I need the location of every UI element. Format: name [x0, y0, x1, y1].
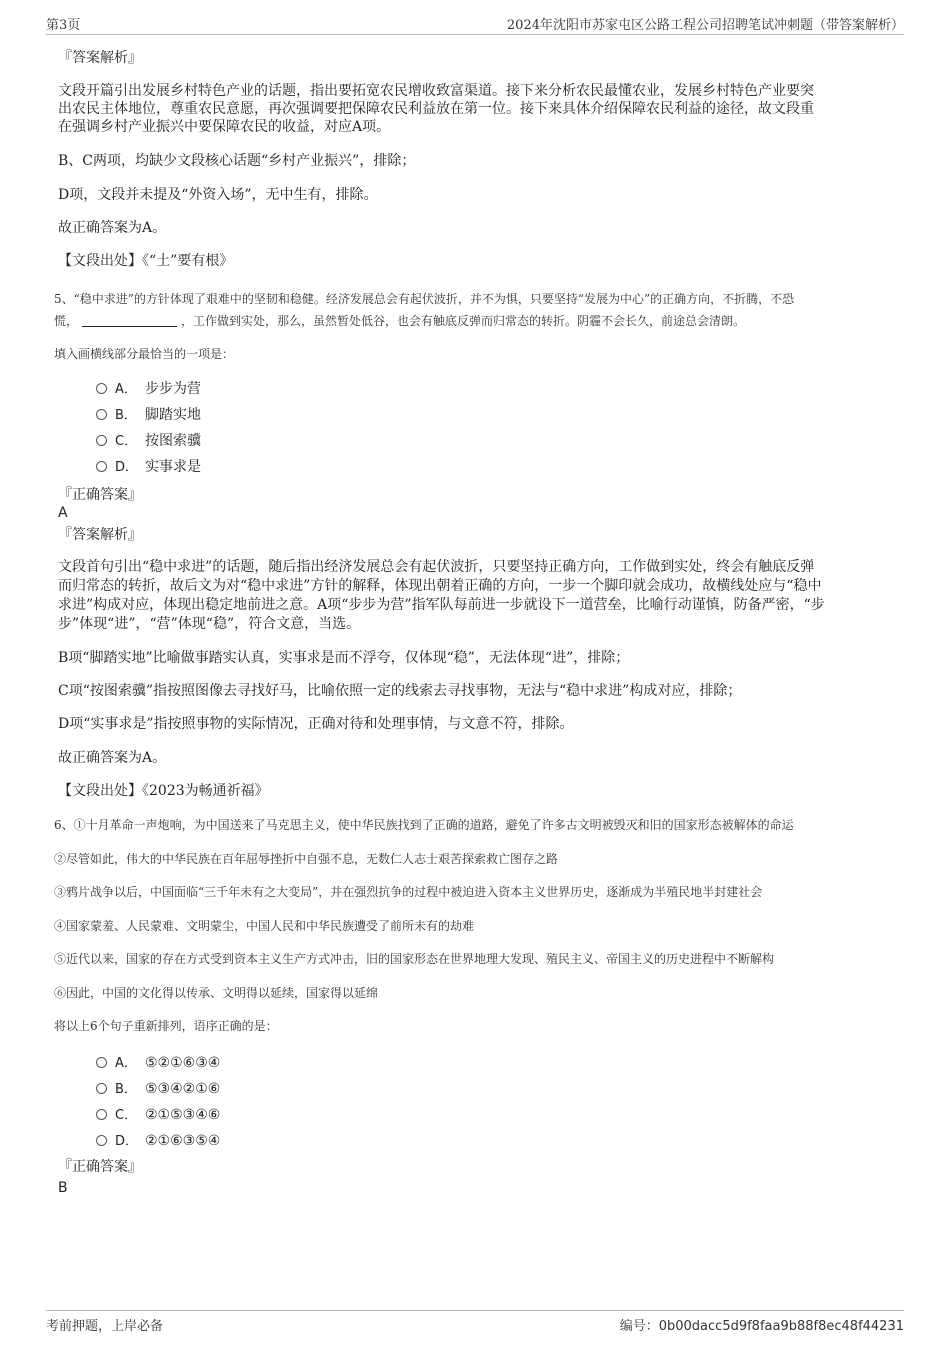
analysis-line: 而归常态的转折，故后文为对“稳中求进”方针的解释，体现出朝着正确的方向，一步一个脚印就会成功，故横线处应与“稳中: [58, 578, 822, 594]
radio-icon[interactable]: [96, 1057, 107, 1068]
radio-icon[interactable]: [96, 409, 107, 420]
correct-answer: A: [58, 505, 68, 521]
option-text: ②①⑤③④⑥: [145, 1107, 221, 1123]
analysis-line: 文段开篇引出发展乡村特色产业的话题，指出要拓宽农民增收致富渠道。接下来分析农民最懂农业，发展乡村特色产业要突: [58, 83, 814, 99]
answer-label: 『正确答案』: [58, 1159, 142, 1175]
option-text: 脚踏实地: [145, 407, 201, 423]
analysis-line: B项“脚踏实地”比喻做事踏实认真，实事求是而不浮夸，仅体现“稳”，无法体现“进”，排除；: [58, 650, 630, 666]
option-b[interactable]: [96, 406, 201, 425]
radio-icon[interactable]: [96, 383, 107, 394]
option-text: 实事求是: [145, 459, 201, 475]
option-text: ⑤③④②①⑥: [145, 1081, 221, 1097]
option-a[interactable]: [96, 1054, 220, 1073]
option-d[interactable]: [96, 458, 201, 477]
analysis-label: 『答案解析』: [58, 527, 142, 543]
analysis-label: 『答案解析』: [58, 50, 142, 66]
analysis-line: 步”体现“进”，“营”体现“稳”，符合文意，当选。: [58, 616, 361, 632]
footer-slogan: 考前押题，上岸必备: [46, 1319, 164, 1334]
option-key: A．: [115, 1056, 137, 1071]
source-citation: 【文段出处】《2023为畅通祈福》: [58, 783, 269, 799]
sentence: ⑥因此，中国的文化得以传承、文明得以延续，国家得以延绵: [54, 986, 379, 1000]
question-stem-line2: [54, 310, 894, 332]
analysis-line: 故正确答案为A。: [58, 750, 167, 766]
option-key: B．: [115, 408, 137, 423]
option-text: 按图索骥: [145, 433, 201, 449]
option-text: ②①⑥③⑤④: [145, 1133, 221, 1149]
sentence: ④国家蒙羞、人民蒙难、文明蒙尘，中国人民和中华民族遭受了前所未有的劫难: [54, 919, 475, 933]
sentence: ③鸦片战争以后，中国面临“三千年未有之大变局”，并在强烈抗争的过程中被迫进入资本主义世界历史，逐渐成为半殖民地半封建社会: [54, 885, 763, 899]
option-text: 步步为营: [145, 381, 201, 397]
analysis-line: B、C两项，均缺少文段核心话题“乡村产业振兴”，排除；: [58, 153, 416, 169]
analysis-line: C项“按图索骥”指按照图像去寻找好马，比喻依照一定的线索去寻找事物，无法与“稳中求进”构成对应，排除；: [58, 683, 742, 699]
radio-icon[interactable]: [96, 1083, 107, 1094]
option-a[interactable]: [96, 380, 201, 399]
analysis-line: 出农民主体地位，尊重农民意愿，再次强调要把保障农民利益放在第一位。接下来具体介绍保障农民利益的途径，故文段重: [58, 101, 814, 117]
analysis-line: 故正确答案为A。: [58, 220, 167, 236]
radio-icon[interactable]: [96, 1109, 107, 1120]
fill-blank: [82, 314, 177, 327]
option-key: D．: [115, 1134, 139, 1149]
question-stem: 5、“稳中求进”的方针体现了艰难中的坚韧和稳健。经济发展总会有起伏波折，并不为惧，只要坚持“发展为中心”的正确方向，不折腾，不恐: [54, 292, 795, 306]
option-key: A．: [115, 382, 137, 397]
analysis-line: 文段首句引出“稳中求进”的话题，随后指出经济发展总会有起伏波折，只要坚持正确方向，工作做到实处，终会有触底反弹: [58, 559, 815, 575]
option-key: D．: [115, 460, 139, 475]
option-key: C．: [115, 1108, 138, 1123]
analysis-line: 求进”构成对应，体现出稳定地前进之意。A项“步步为营”指军队每前进一步就设下一道营垒，比喻行动谨慎，防备严密，“步: [58, 597, 825, 613]
option-text: ⑤②①⑥③④: [145, 1055, 221, 1071]
sentence: ⑤近代以来，国家的存在方式受到资本主义生产方式冲击，旧的国家形态在世界地理大发现、殖民主义、帝国主义的历史进程中不断解构: [54, 952, 775, 966]
answer-label: 『正确答案』: [58, 487, 142, 503]
page-header: [46, 12, 904, 35]
analysis-line: D项，文段并未提及“外资入场”，无中生有，排除。: [58, 187, 378, 203]
option-key: B．: [115, 1082, 137, 1097]
analysis-line: D项“实事求是”指按照事物的实际情况，正确对待和处理事情，与文意不符，排除。: [58, 716, 574, 732]
stem-text: ，工作做到实处，那么，虽然暂处低谷，也会有触底反弹而归常态的转折。阴霾不会长久，前途总会清朗。: [181, 314, 746, 328]
question-prompt: 将以上6个句子重新排列，语序正确的是：: [54, 1019, 278, 1033]
option-c[interactable]: [96, 1106, 220, 1125]
correct-answer: B: [58, 1180, 68, 1196]
stem-text: 慌，: [54, 314, 79, 328]
sentence: 6、①十月革命一声炮响，为中国送来了马克思主义，使中华民族找到了正确的道路，避免了许多古文明被毁灭和旧的国家形态被解体的命运: [54, 818, 794, 832]
option-key: C．: [115, 434, 138, 449]
analysis-line: 在强调乡村产业振兴中要保障农民的收益，对应A项。: [58, 119, 391, 135]
source-citation: 【文段出处】《“土”要有根》: [58, 253, 234, 269]
document-title: 2024年沈阳市苏家屯区公路工程公司招聘笔试冲刺题（带答案解析）: [506, 18, 904, 33]
page-number: 第3页: [46, 18, 81, 33]
question-prompt: 填入画横线部分最恰当的一项是：: [54, 347, 235, 361]
radio-icon[interactable]: [96, 461, 107, 472]
option-c[interactable]: [96, 432, 201, 451]
page-footer: [46, 1310, 904, 1335]
option-b[interactable]: [96, 1080, 220, 1099]
radio-icon[interactable]: [96, 1135, 107, 1146]
document-id: 编号：0b00dacc5d9f8faa9b88f8ec48f44231: [619, 1319, 904, 1334]
radio-icon[interactable]: [96, 435, 107, 446]
option-d[interactable]: [96, 1132, 220, 1151]
sentence: ②尽管如此，伟大的中华民族在百年屈辱挫折中自强不息，无数仁人志士艰苦探索救亡图存之路: [54, 852, 559, 866]
